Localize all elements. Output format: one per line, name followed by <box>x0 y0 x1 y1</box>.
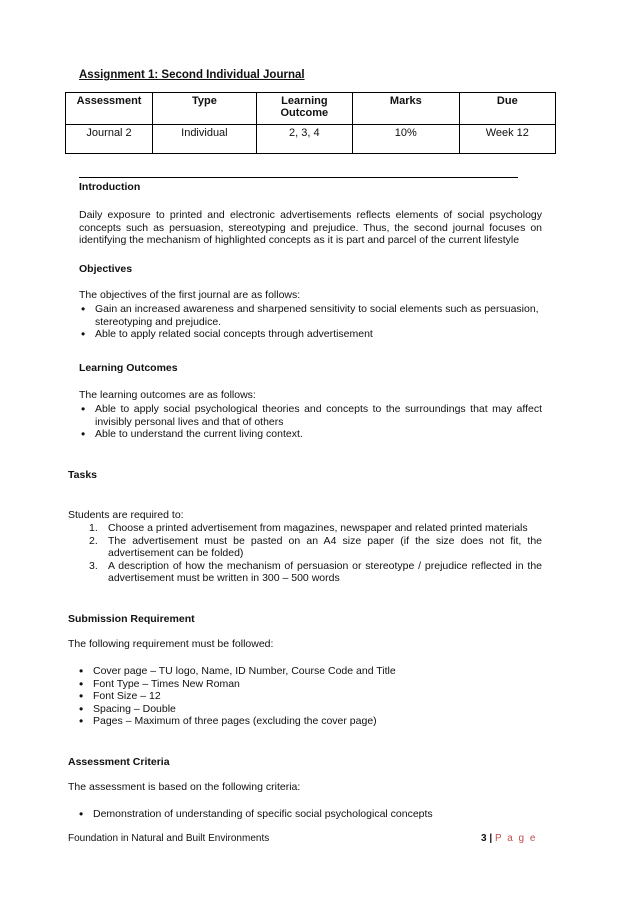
learning-outcomes-intro: The learning outcomes are as follows: <box>79 389 256 401</box>
tasks-heading: Tasks <box>68 469 97 481</box>
objectives-list <box>79 303 542 341</box>
list-item <box>89 560 542 585</box>
list-item: • Able to apply social psychological theories and concepts to the surroundings that may affect invisibly personal lives and that of others <box>79 403 542 428</box>
list-item: • Able to apply related social concepts through advertisement <box>79 328 542 341</box>
list-number: 3. <box>89 559 98 572</box>
list-text: The advertisement must be pasted on an A4 size paper (if the size does not fit, the advertisement can be folded) <box>108 534 542 559</box>
list-number: 1. <box>89 522 98 534</box>
learning-outcomes-list <box>79 403 542 441</box>
list-text: A description of how the mechanism of persuasion or stereotype / prejudice reflected in the advertisement must be written in 300 – 500 words <box>108 559 542 584</box>
introduction-text: Daily exposure to printed and electronic advertisements reflects elements of social psychology concepts such as persuasion, stereotyping and prejudice. Thus, the second journal focuses on identifying the mechanism of highlighted concepts as it is part and parcel of the current lifestyle <box>79 209 542 246</box>
learning-outcomes-heading: Learning Outcomes <box>79 362 178 374</box>
tasks-list <box>89 522 542 585</box>
table-header: Learning Outcome <box>256 93 352 125</box>
table-row <box>66 125 556 154</box>
list-item: • Pages – Maximum of three pages (excluding the cover page) <box>77 715 542 728</box>
objectives-intro: The objectives of the first journal are as follows: <box>79 289 301 301</box>
table-header: Type <box>153 93 257 125</box>
list-text: Choose a printed advertisement from magazines, newspaper and related printed materials <box>108 522 528 534</box>
page-separator: | <box>489 833 493 844</box>
submission-list <box>77 665 542 728</box>
list-item: • Cover page – TU logo, Name, ID Number, Course Code and Title <box>77 665 542 678</box>
list-item: • Demonstration of understanding of specific social psychological concepts <box>77 808 542 821</box>
table-cell: Individual <box>153 125 257 154</box>
page-label: P a g e <box>494 833 537 844</box>
submission-heading: Submission Requirement <box>68 613 195 625</box>
table-cell: 2, 3, 4 <box>256 125 352 154</box>
page-number <box>481 833 537 844</box>
table-header: Due <box>459 93 555 125</box>
table-header-row <box>66 93 556 125</box>
submission-intro: The following requirement must be followed: <box>68 638 274 650</box>
section-divider <box>79 177 518 178</box>
list-item: • Gain an increased awareness and sharpened sensitivity to social elements such as persuasion, stereotyping and prejudice. <box>79 303 542 328</box>
criteria-list <box>77 808 542 821</box>
table-header: Assessment <box>66 93 153 125</box>
objectives-heading: Objectives <box>79 263 133 275</box>
table-cell: Week 12 <box>459 125 555 154</box>
tasks-intro: Students are required to: <box>68 509 184 521</box>
list-item <box>89 522 542 535</box>
list-item: • Font Size – 12 <box>77 690 542 703</box>
table-cell: 10% <box>353 125 460 154</box>
introduction-heading: Introduction <box>79 181 141 193</box>
list-item: • Spacing – Double <box>77 703 542 716</box>
list-item: • Font Type – Times New Roman <box>77 678 542 691</box>
list-number: 2. <box>89 534 98 547</box>
footer-text: Foundation in Natural and Built Environments <box>68 833 270 844</box>
criteria-heading: Assessment Criteria <box>68 756 170 768</box>
assessment-table <box>65 92 556 154</box>
table-cell: Journal 2 <box>66 125 153 154</box>
assignment-title: Assignment 1: Second Individual Journal <box>79 69 305 81</box>
list-item <box>89 535 542 560</box>
page-number-value: 3 <box>481 833 487 844</box>
table-header: Marks <box>353 93 460 125</box>
criteria-intro: The assessment is based on the following criteria: <box>68 781 301 793</box>
list-item: • Able to understand the current living context. <box>79 428 542 441</box>
